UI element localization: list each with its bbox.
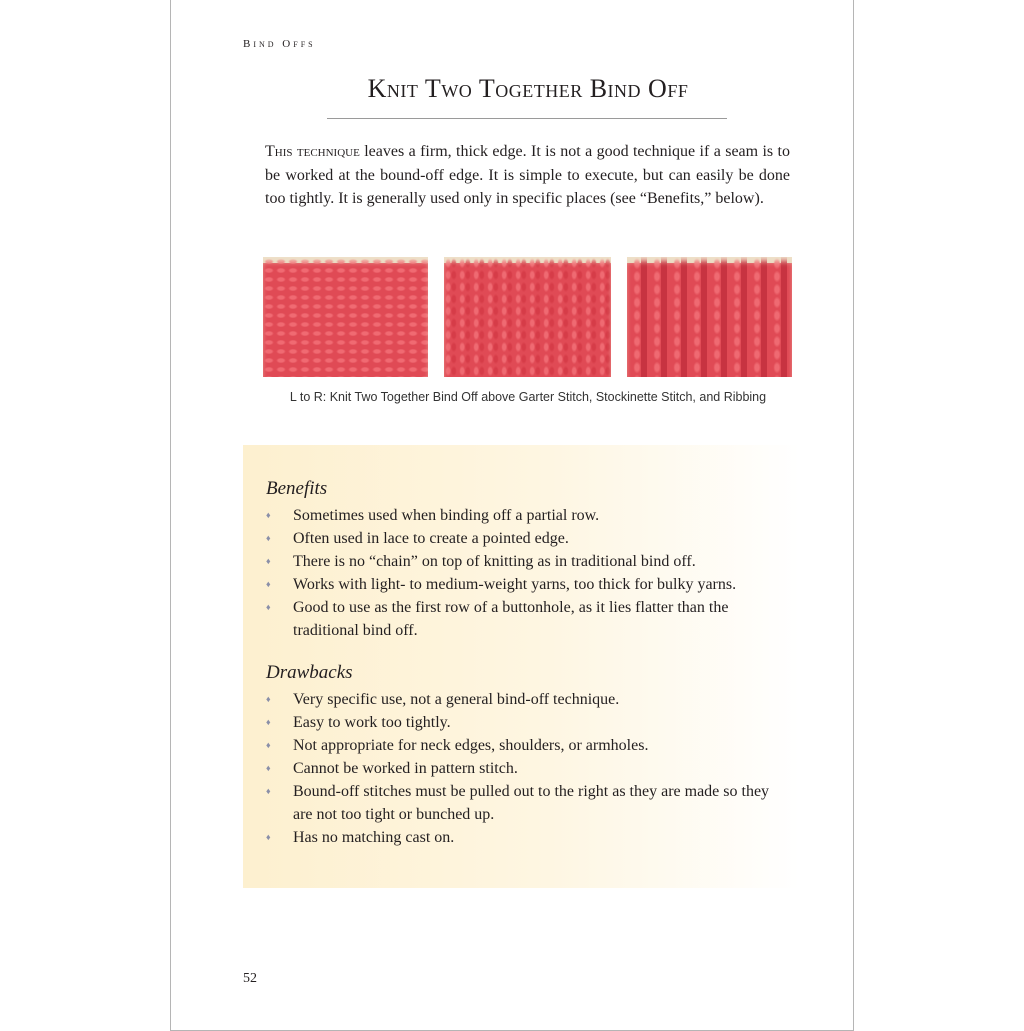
benefits-item — [266, 596, 786, 642]
list-item-text: Easy to work too tightly. — [293, 714, 451, 731]
list-item-text: Sometimes used when binding off a partial row. — [293, 507, 600, 524]
list-item-text: Good to use as the first row of a buttonhole, as it lies flatter than the traditional bind off. — [293, 599, 729, 639]
drawbacks-list — [266, 688, 786, 849]
intro-lead: This technique — [265, 143, 360, 160]
list-item-text: There is no “chain” on top of knitting as in traditional bind off. — [293, 553, 696, 570]
page-number: 52 — [243, 971, 257, 986]
list-item-text: Cannot be worked in pattern stitch. — [293, 760, 518, 777]
drawbacks-heading: Drawbacks — [266, 662, 353, 683]
list-item-text: Works with light- to medium-weight yarns, too thick for bulky yarns. — [293, 576, 737, 593]
drawbacks-item — [266, 688, 786, 711]
benefits-item — [266, 527, 786, 550]
benefits-heading: Benefits — [266, 478, 328, 499]
list-item-text: Very specific use, not a general bind-off technique. — [293, 691, 620, 708]
diamond-bullet-icon: ♦ — [266, 533, 271, 543]
drawbacks-item — [266, 734, 786, 757]
ribbing-photo — [627, 257, 792, 377]
garter-stitch-photo — [263, 257, 428, 377]
intro-paragraph — [265, 140, 790, 211]
benefits-item — [266, 504, 786, 527]
diamond-bullet-icon: ♦ — [266, 763, 271, 773]
photo-caption: L to R: Knit Two Together Bind Off above Garter Stitch, Stockinette Stitch, and Ribbing — [289, 390, 767, 404]
diamond-bullet-icon: ♦ — [266, 694, 271, 704]
benefits-list — [266, 504, 786, 642]
intro-text: leaves a firm, thick edge. It is not a good technique if a seam is to be worked at the bound-off edge. It is simple to execute, but can easily be done too tightly. It is generally used only in specific places (see “Benefits,” below). — [265, 143, 790, 207]
diamond-bullet-icon: ♦ — [266, 832, 271, 842]
drawbacks-item — [266, 711, 786, 734]
list-item-text: Bound-off stitches must be pulled out to the right as they are made so they are not too tight or bunched up. — [293, 783, 770, 823]
list-item-text: Often used in lace to create a pointed edge. — [293, 530, 569, 547]
diamond-bullet-icon: ♦ — [266, 579, 271, 589]
drawbacks-item — [266, 826, 786, 849]
diamond-bullet-icon: ♦ — [266, 602, 271, 612]
title-rule — [327, 118, 727, 119]
diamond-bullet-icon: ♦ — [266, 717, 271, 727]
list-item-text: Not appropriate for neck edges, shoulders, or armholes. — [293, 737, 649, 754]
drawbacks-item — [266, 780, 786, 826]
benefits-item — [266, 573, 786, 596]
diamond-bullet-icon: ♦ — [266, 556, 271, 566]
stockinette-stitch-photo — [444, 257, 611, 377]
diamond-bullet-icon: ♦ — [266, 510, 271, 520]
benefits-item — [266, 550, 786, 573]
diamond-bullet-icon: ♦ — [266, 740, 271, 750]
running-head: Bind Offs — [243, 38, 316, 50]
drawbacks-item — [266, 757, 786, 780]
list-item-text: Has no matching cast on. — [293, 829, 455, 846]
page-title: Knit Two Together Bind Off — [367, 74, 689, 103]
diamond-bullet-icon: ♦ — [266, 786, 271, 796]
